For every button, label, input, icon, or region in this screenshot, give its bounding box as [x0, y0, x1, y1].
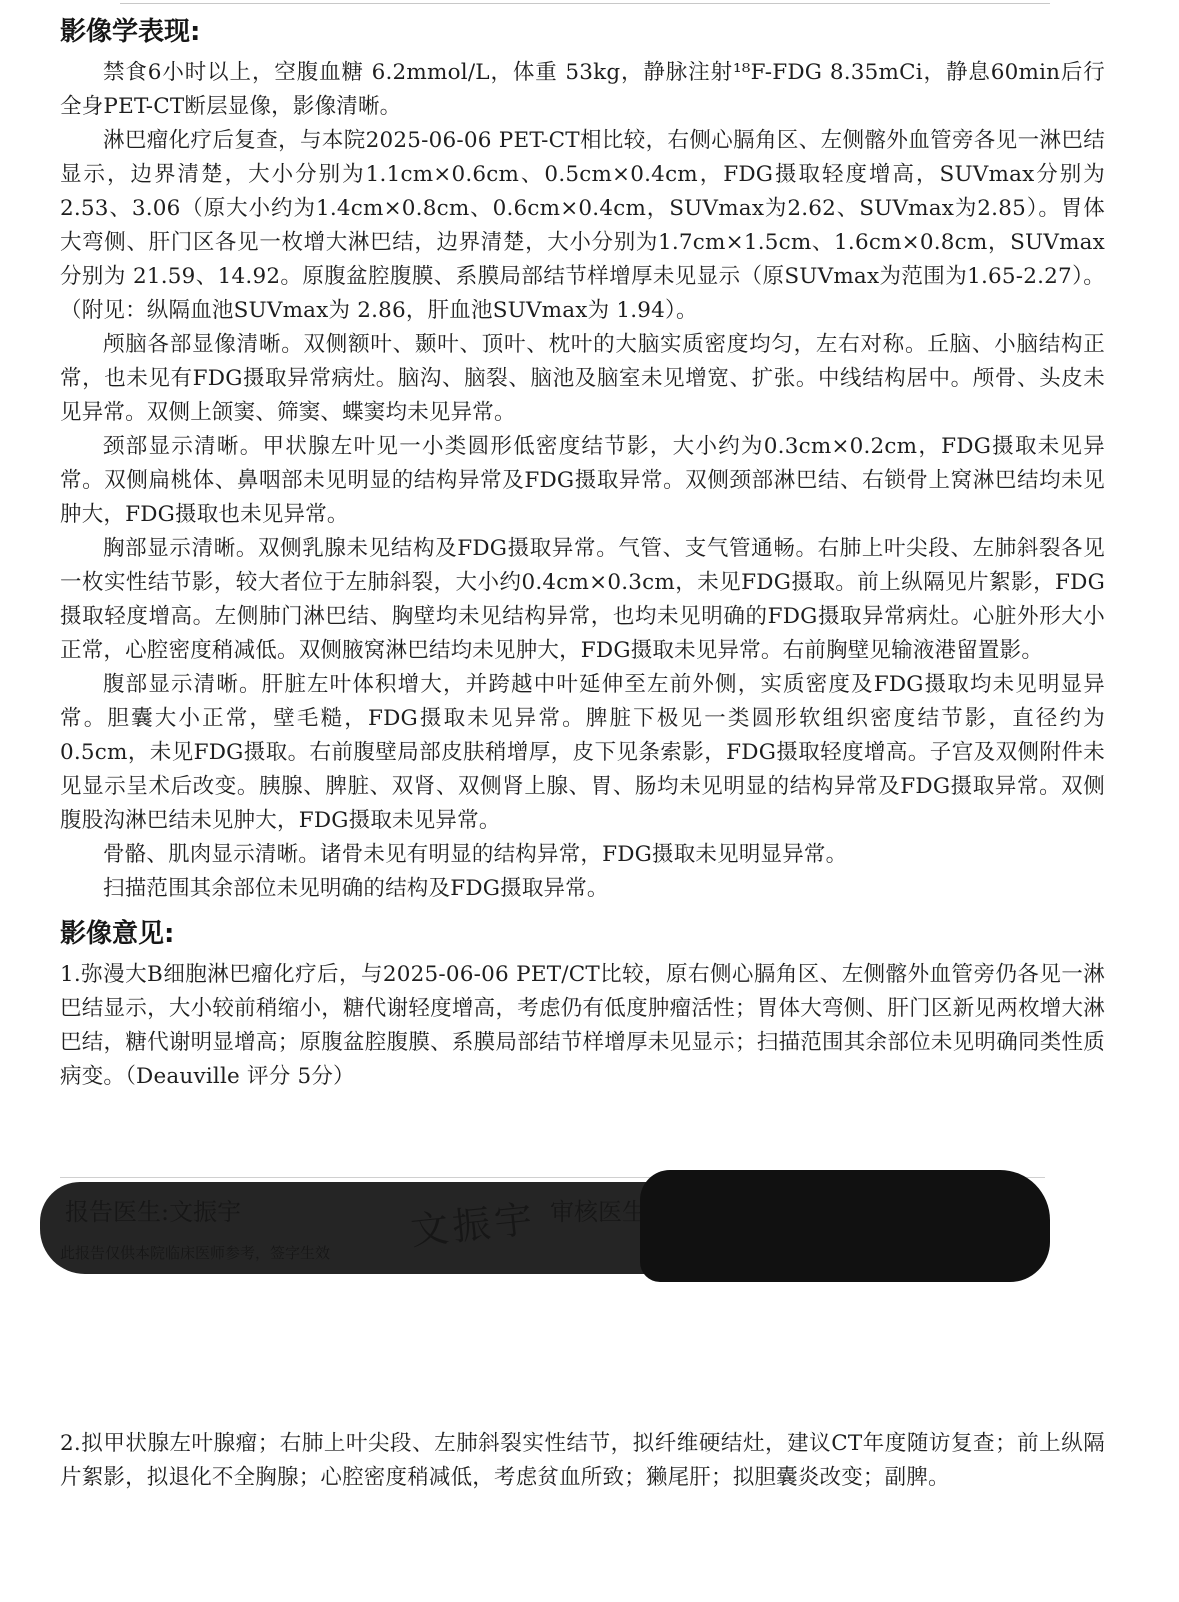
opinion-continued — [60, 1427, 1105, 1495]
findings-paragraph-lymphoma: 淋巴瘤化疗后复查，与本院2025-06-06 PET-CT相比较，右侧心膈角区、左侧髂外血管旁各见一淋巴结显示，边界清楚，大小分别为1.1cm×0.6cm、0.5cm×0.4cm，FDG摄取轻度增高，SUVmax分别为 2.53、3.06（原大小约为1.4cm×0.8cm、0.6cm×0.4cm，SUVmax为2.62、SUVmax为2.85）。胃体大弯侧、肝门区各见一枚增大淋巴结，边界清楚，大小分别为1.7cm×1.5cm、1.6cm×0.8cm，SUVmax分别为 21.59、14.92。原腹盆腔腹膜、系膜局部结节样增厚未见显示（原SUVmax为范围为1.65-2.27）。（附见：纵隔血池SUVmax为 2.86，肝血池SUVmax为 1.94）。 — [60, 128, 1105, 323]
findings-paragraph-bone: 骨骼、肌肉显示清晰。诸骨未见有明显的结构异常，FDG摄取未见明显异常。 — [103, 842, 848, 867]
imaging-findings-heading: 影像学表现: — [60, 17, 201, 47]
redaction-mark-left — [40, 1182, 700, 1274]
findings-paragraph-brain: 颅脑各部显像清晰。双侧额叶、颞叶、顶叶、枕叶的大脑实质密度均匀，左右对称。丘脑、小脑结构正常，也未见有FDG摄取异常病灶。脑沟、脑裂、脑池及脑室未见增宽、扩张。中线结构居中。颅骨、头皮未见异常。双侧上颌窦、筛窦、蝶窦均未见异常。 — [60, 332, 1105, 425]
findings-paragraph-neck: 颈部显示清晰。甲状腺左叶见一小类圆形低密度结节影，大小约为0.3cm×0.2cm，FDG摄取未见异常。双侧扁桃体、鼻咽部未见明显的结构异常及FDG摄取异常。双侧颈部淋巴结、右锁骨上窝淋巴结均未见肿大，FDG摄取也未见异常。 — [60, 434, 1105, 527]
opinion-item-1: 1.弥漫大B细胞淋巴瘤化疗后，与2025-06-06 PET/CT比较，原右侧心膈角区、左侧髂外血管旁仍各见一淋巴结显示，大小较前稍缩小，糖代谢轻度增高，考虑仍有低度肿瘤活性；胃体大弯侧、肝门区新见两枚增大淋巴结，糖代谢明显增高；原腹盆腔腹膜、系膜局部结节样增厚未见显示；扫描范围其余部位未见明确同类性质病变。（Deauville 评分 5分） — [60, 962, 1105, 1089]
report-body — [60, 14, 1105, 1094]
signature-block — [40, 1170, 1050, 1280]
top-rule — [120, 3, 1050, 4]
findings-paragraph-other: 扫描范围其余部位未见明确的结构及FDG摄取异常。 — [103, 876, 609, 901]
findings-paragraph-protocol: 禁食6小时以上，空腹血糖 6.2mmol/L，体重 53kg，静脉注射¹⁸F-FDG 8.35mCi，静息60min后行全身PET-CT断层显像，影像清晰。 — [60, 60, 1105, 119]
findings-paragraph-abdomen: 腹部显示清晰。肝脏左叶体积增大，并跨越中叶延伸至左前外侧，实质密度及FDG摄取均未见明显异常。胆囊大小正常，壁毛糙，FDG摄取未见异常。脾脏下极见一类圆形软组织密度结节影，直径约为0.5cm，未见FDG摄取。右前腹壁局部皮肤稍增厚，皮下见条索影，FDG摄取轻度增高。子宫及双侧附件未见显示呈术后改变。胰腺、脾脏、双肾、双侧肾上腺、胃、肠均未见明显的结构异常及FDG摄取异常。双侧腹股沟淋巴结未见肿大，FDG摄取未见异常。 — [60, 672, 1105, 833]
redaction-mark-right — [640, 1170, 1050, 1282]
imaging-opinion-heading: 影像意见: — [60, 919, 175, 949]
opinion-item-2: 2.拟甲状腺左叶腺瘤；右肺上叶尖段、左肺斜裂实性结节，拟纤维硬结灶，建议CT年度随访复查；前上纵隔片絮影，拟退化不全胸腺；心腔密度稍减低，考虑贫血所致；獭尾肝；拟胆囊炎改变；副脾。 — [60, 1431, 1105, 1490]
findings-paragraph-chest: 胸部显示清晰。双侧乳腺未见结构及FDG摄取异常。气管、支气管通畅。右肺上叶尖段、左肺斜裂各见一枚实性结节影，较大者位于左肺斜裂，大小约0.4cm×0.3cm，未见FDG摄取。前上纵隔见片絮影，FDG摄取轻度增高。左侧肺门淋巴结、胸壁均未见结构异常，也均未见明确的FDG摄取异常病灶。心脏外形大小正常，心腔密度稍减低。双侧腋窝淋巴结均未见肿大，FDG摄取未见异常。右前胸壁见输液港留置影。 — [60, 536, 1105, 663]
